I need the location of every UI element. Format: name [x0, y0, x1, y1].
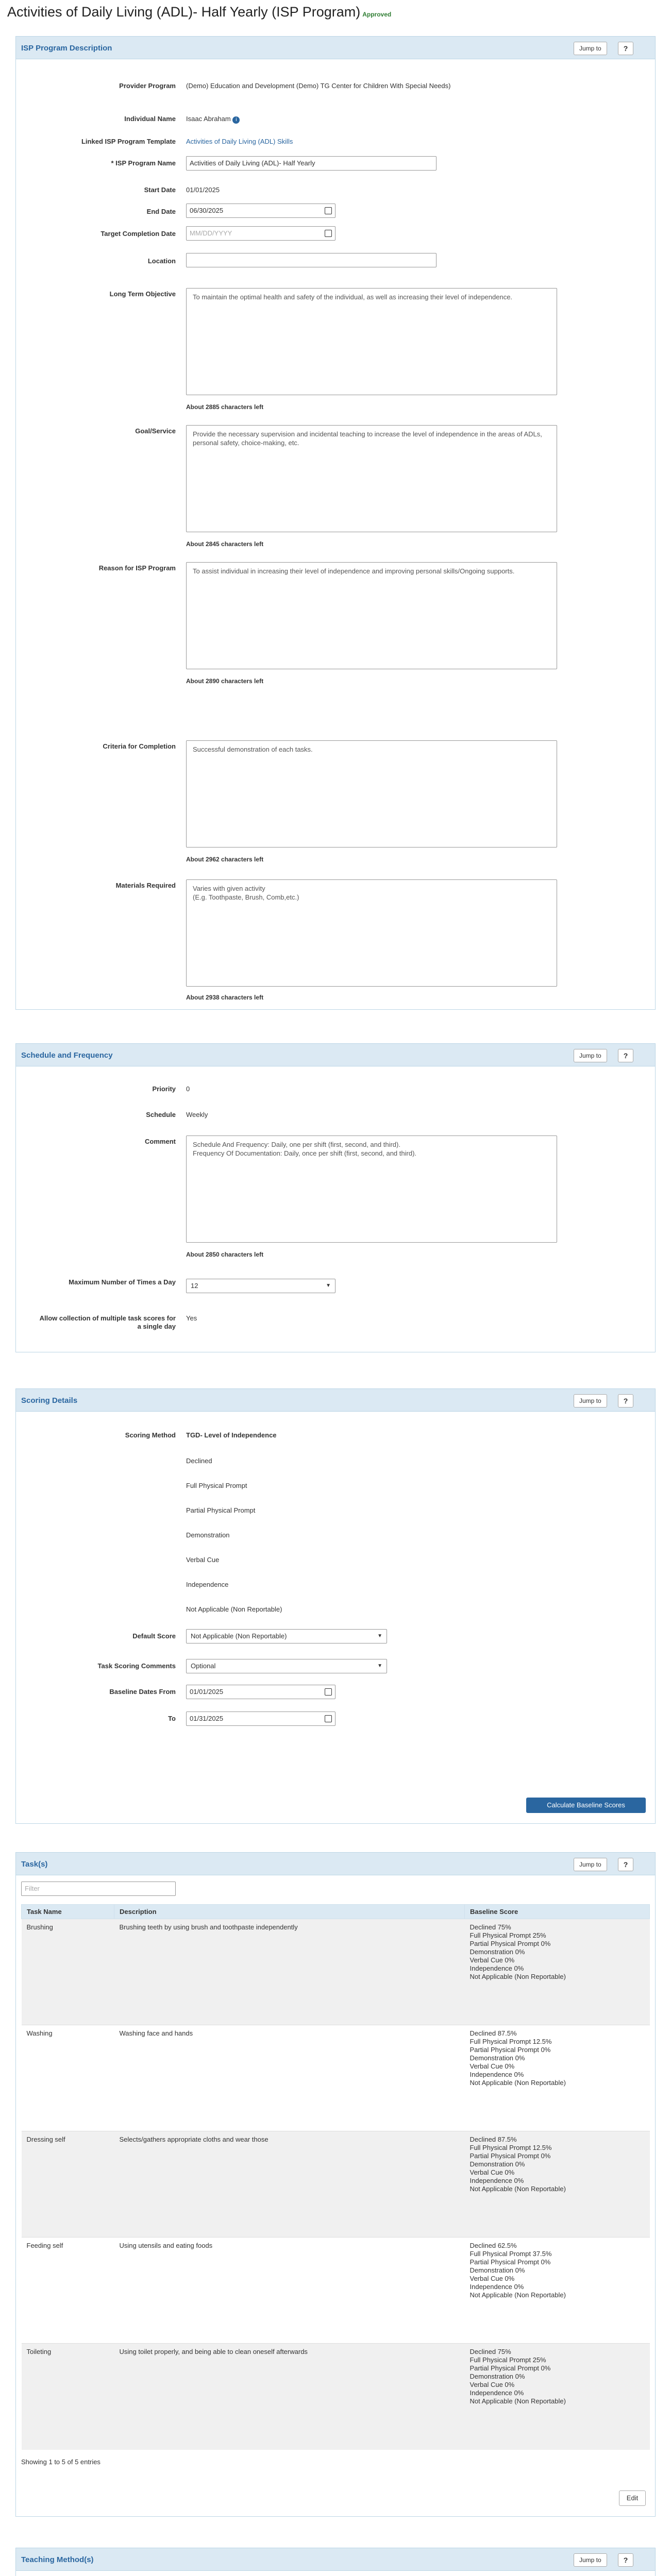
col-baseline[interactable]: Baseline Score: [465, 1905, 650, 1919]
chevron-down-icon: ▼: [326, 1283, 331, 1289]
goal-textarea[interactable]: Provide the necessary supervision and incidental teaching to increase the level of independence in the areas of ADLs, personal safety, choice-making, etc.: [186, 425, 557, 532]
score-level: Partial Physical Prompt: [186, 1506, 256, 1514]
goal-label: Goal/Service: [135, 427, 176, 435]
table-row[interactable]: Washing Washing face and hands Declined 87.5% Full Physical Prompt 12.5% Partial Physical Prompt 0% Demonstration 0% Verbal Cue 0% Independence 0% Not Applicable (Non Reportable): [22, 2025, 650, 2131]
max-times-select[interactable]: 12 ▼: [186, 1279, 336, 1293]
location-label: Location: [147, 257, 176, 265]
target-date-input[interactable]: MM/DD/YYYY: [186, 226, 336, 241]
help-button[interactable]: ?: [618, 2553, 633, 2567]
comment-textarea[interactable]: Schedule And Frequency: Daily, one per shift (first, second, and third). Frequency Of Documentation: Daily, once per shift (first, second, and third).: [186, 1136, 557, 1243]
start-date-label: Start Date: [144, 186, 176, 194]
end-date-label: End Date: [146, 208, 176, 215]
goal-count: About 2845 characters left: [186, 540, 264, 548]
edit-tasks-button[interactable]: Edit: [619, 2490, 646, 2506]
jump-to-button[interactable]: Jump to: [574, 1858, 607, 1871]
status-badge: Approved: [362, 11, 392, 18]
table-row[interactable]: Toileting Using toilet properly, and being able to clean oneself afterwards Declined 75% Full Physical Prompt 25% Partial Physical Prompt 0% Demonstration 0% Verbal Cue 0% Independence 0% Not Applicable (Non Reportable): [22, 2344, 650, 2450]
teaching-panel: [15, 2548, 656, 2576]
baseline-from-input[interactable]: 01/01/2025: [186, 1685, 336, 1699]
col-description[interactable]: Description: [114, 1905, 465, 1919]
location-input[interactable]: [186, 253, 437, 267]
comment-label: Comment: [145, 1138, 176, 1145]
task-comments-label: Task Scoring Comments: [97, 1662, 176, 1670]
provider-program-value: (Demo) Education and Development (Demo) TG Center for Children With Special Needs): [186, 82, 451, 90]
calendar-icon[interactable]: [325, 207, 332, 214]
tasks-panel-title: Task(s): [21, 1860, 48, 1869]
scoring-method-label: Scoring Method: [125, 1431, 176, 1439]
info-icon[interactable]: i: [232, 116, 240, 124]
jump-to-button[interactable]: Jump to: [574, 1394, 607, 1408]
table-row[interactable]: Brushing Brushing teeth by using brush and toothpaste independently Declined 75% Full Physical Prompt 25% Partial Physical Prompt 0% Demonstration 0% Verbal Cue 0% Independence 0% Not Applicable (Non Reportable): [22, 1919, 650, 2025]
task-filter-input[interactable]: Filter: [21, 1882, 176, 1896]
reason-count: About 2890 characters left: [186, 677, 264, 685]
start-date-value: 01/01/2025: [186, 186, 220, 194]
score-level: Demonstration: [186, 1531, 230, 1539]
objective-label: Long Term Objective: [109, 290, 176, 298]
chevron-down-icon: ▼: [377, 1663, 382, 1669]
help-button[interactable]: ?: [618, 42, 633, 55]
calendar-icon[interactable]: [325, 1715, 332, 1722]
isp-panel: [15, 36, 656, 1010]
objective-count: About 2885 characters left: [186, 403, 264, 411]
jump-to-button[interactable]: Jump to: [574, 42, 607, 55]
jump-to-button[interactable]: Jump to: [574, 1049, 607, 1062]
priority-label: Priority: [152, 1085, 176, 1093]
scoring-method-value: TGD- Level of Independence: [186, 1431, 277, 1439]
calculate-baseline-button[interactable]: Calculate Baseline Scores: [526, 1798, 646, 1813]
jump-to-button[interactable]: Jump to: [574, 2553, 607, 2567]
page-title: Activities of Daily Living (ADL)- Half Yearly (ISP Program) Approved: [7, 4, 392, 20]
isp-panel-title: ISP Program Description: [21, 44, 112, 53]
score-level: Declined: [186, 1457, 212, 1465]
max-times-label: Maximum Number of Times a Day: [69, 1278, 176, 1286]
criteria-textarea[interactable]: Successful demonstration of each tasks.: [186, 740, 557, 848]
score-level: Verbal Cue: [186, 1556, 220, 1564]
criteria-label: Criteria for Completion: [103, 742, 176, 750]
task-comments-select[interactable]: Optional ▼: [186, 1659, 387, 1673]
help-button[interactable]: ?: [618, 1049, 633, 1062]
teaching-panel-header: [16, 2548, 655, 2571]
calendar-icon[interactable]: [325, 1688, 332, 1696]
end-date-input[interactable]: 06/30/2025: [186, 204, 336, 218]
reason-label: Reason for ISP Program: [98, 564, 176, 572]
objective-textarea[interactable]: To maintain the optimal health and safety of the individual, as well as increasing their level of independence.: [186, 288, 557, 395]
scoring-panel: [15, 1388, 656, 1824]
baseline-to-input[interactable]: 01/31/2025: [186, 1711, 336, 1726]
col-task-name[interactable]: Task Name: [22, 1905, 114, 1919]
program-name-input[interactable]: Activities of Daily Living (ADL)- Half Yearly: [186, 156, 437, 171]
reason-textarea[interactable]: To assist individual in increasing their level of independence and improving personal skills/Ongoing supports.: [186, 562, 557, 669]
scoring-panel-title: Scoring Details: [21, 1396, 78, 1405]
score-level: Independence: [186, 1581, 229, 1588]
score-level: Not Applicable (Non Reportable): [186, 1605, 282, 1613]
score-level: Full Physical Prompt: [186, 1482, 247, 1489]
priority-value: 0: [186, 1085, 190, 1093]
multi-score-label: Allow collection of multiple task scores for a single day: [39, 1314, 176, 1330]
isp-panel-header: [16, 37, 655, 59]
calendar-icon[interactable]: [325, 230, 332, 237]
default-score-select[interactable]: Not Applicable (Non Reportable) ▼: [186, 1629, 387, 1643]
tasks-panel: [15, 1852, 656, 2517]
help-button[interactable]: ?: [618, 1394, 633, 1408]
linked-template-link[interactable]: Activities of Daily Living (ADL) Skills: [186, 138, 293, 145]
materials-label: Materials Required: [115, 882, 176, 889]
provider-program-label: Provider Program: [119, 82, 176, 90]
schedule-value: Weekly: [186, 1111, 208, 1118]
baseline-to-label: To: [168, 1715, 176, 1722]
schedule-panel: [15, 1043, 656, 1352]
help-button[interactable]: ?: [618, 1858, 633, 1871]
baseline-from-label: Baseline Dates From: [109, 1688, 176, 1696]
individual-name-label: Individual Name: [124, 115, 176, 123]
comment-count: About 2850 characters left: [186, 1251, 264, 1258]
materials-count: About 2938 characters left: [186, 994, 264, 1001]
tasks-showing: Showing 1 to 5 of 5 entries: [21, 2458, 100, 2466]
tasks-panel-header: [16, 1853, 655, 1875]
criteria-count: About 2962 characters left: [186, 856, 264, 863]
linked-template-label: Linked ISP Program Template: [81, 138, 176, 145]
tasks-table: [21, 1904, 650, 2450]
program-name-label: * ISP Program Name: [111, 159, 176, 167]
individual-name-value: Isaac Abraham i: [186, 115, 240, 124]
default-score-label: Default Score: [132, 1632, 176, 1640]
schedule-panel-title: Schedule and Frequency: [21, 1051, 113, 1060]
schedule-label: Schedule: [146, 1111, 176, 1118]
chevron-down-icon: ▼: [377, 1633, 382, 1639]
materials-textarea[interactable]: Varies with given activity (E.g. Toothpaste, Brush, Comb,etc.): [186, 879, 557, 987]
target-date-label: Target Completion Date: [100, 230, 176, 238]
teaching-panel-title: Teaching Method(s): [21, 2555, 94, 2564]
multi-score-value: Yes: [186, 1314, 197, 1322]
table-row[interactable]: Feeding self Using utensils and eating foods Declined 62.5% Full Physical Prompt 37.5% Partial Physical Prompt 0% Demonstration 0% Verbal Cue 0% Independence 0% Not Applicable (Non Reportable): [22, 2238, 650, 2344]
table-row[interactable]: Dressing self Selects/gathers appropriate cloths and wear those Declined 87.5% Full Physical Prompt 12.5% Partial Physical Prompt 0% Demonstration 0% Verbal Cue 0% Independence 0% Not Applicable (Non Reportable): [22, 2131, 650, 2238]
scoring-panel-header: [16, 1389, 655, 1412]
schedule-panel-header: [16, 1044, 655, 1066]
